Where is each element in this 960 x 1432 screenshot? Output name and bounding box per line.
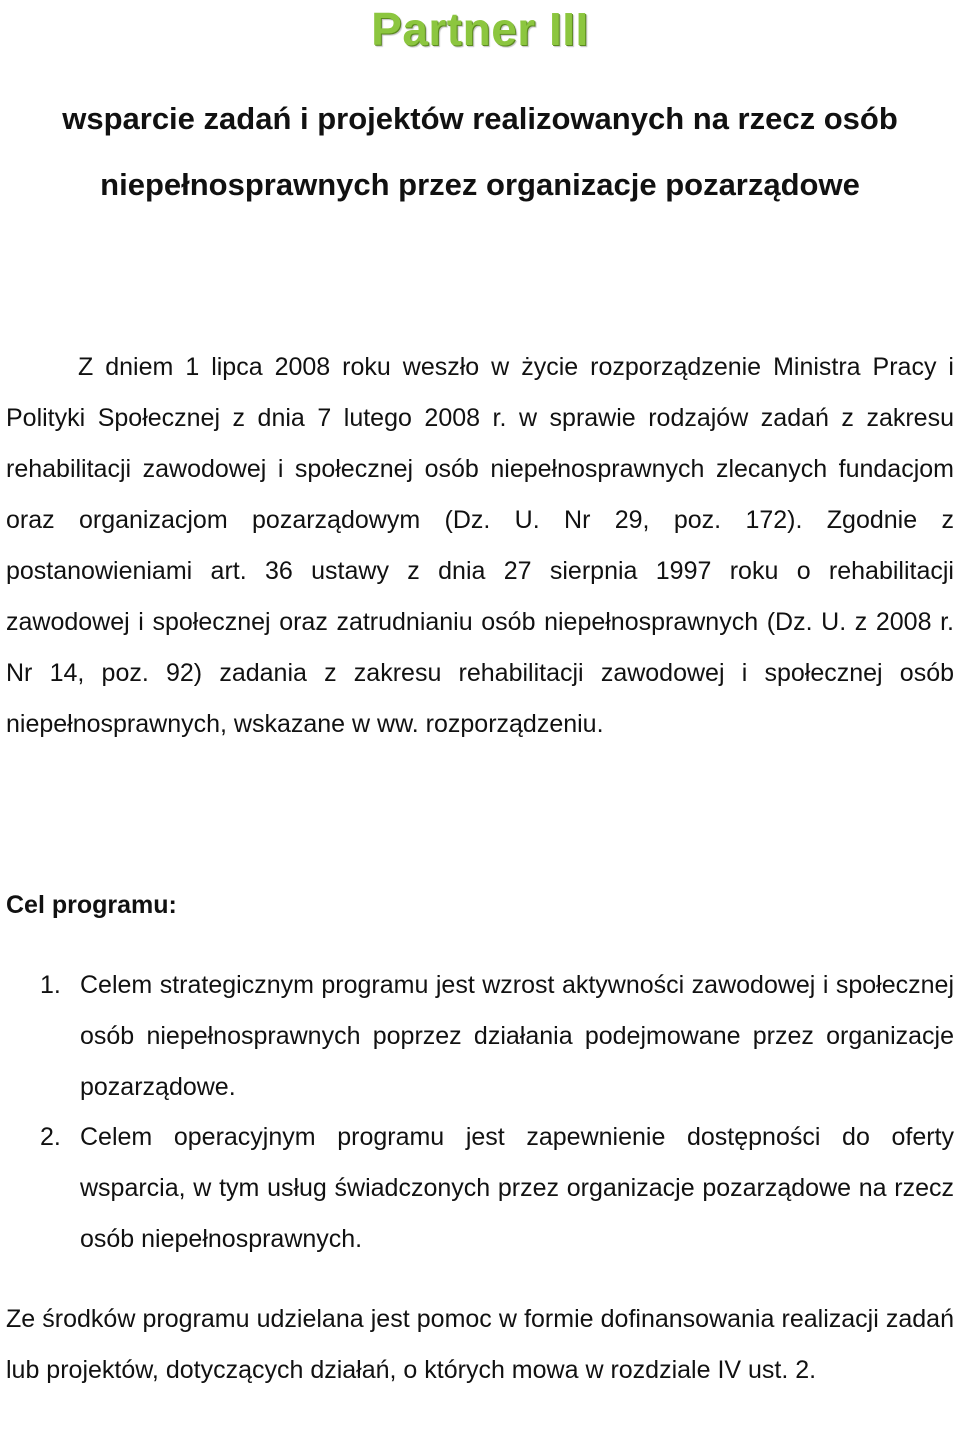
document-subtitle: wsparcie zadań i projektów realizowanych na rzecz osób niepełnosprawnych przez organizacje pozarządowe <box>62 101 898 202</box>
closing-paragraph: Ze środków programu udzielana jest pomoc w formie dofinansowania realizacji zadań lub projektów, dotyczących działań, o których mowa w rozdziale IV ust. 2. <box>6 1305 954 1384</box>
goal-text: Celem operacyjnym programu jest zapewnienie dostępności do oferty wsparcia, w tym usług świadczonych przez organizacje pozarządowe na rzecz osób niepełnosprawnych. <box>80 1123 954 1253</box>
intro-paragraph: Z dniem 1 lipca 2008 roku weszło w życie rozporządzenie Ministra Pracy i Polityki Społecznej z dnia 7 lutego 2008 r. w sprawie rodzajów zadań z zakresu rehabilitacji zawodowej i społecznej osób niepełnosprawnych zlecanych fundacjom oraz organizacjom pozarządowym (Dz. U. Nr 29, poz. 172). Zgodnie z postanowieniami art. 36 ustawy z dnia 27 sierpnia 1997 roku o rehabilitacji zawodowej i społecznej oraz zatrudnianiu osób niepełnosprawnych (Dz. U. z 2008 r. Nr 14, poz. 92) zadania z zakresu rehabilitacji zawodowej i społecznej osób niepełnosprawnych, wskazane w ww. rozporządzeniu. <box>6 353 954 738</box>
goal-text: Celem strategicznym programu jest wzrost aktywności zawodowej i społecznej osób niepełnosprawnych poprzez działania podejmowane przez organizacje pozarządowe. <box>80 971 954 1101</box>
goal-list-item <box>6 960 954 1113</box>
goal-list-item <box>6 1112 954 1265</box>
goal-number: 2. <box>40 1123 61 1151</box>
goal-number: 1. <box>40 971 61 999</box>
goals-heading: Cel programu: <box>6 891 177 919</box>
document-title: Partner III <box>371 3 589 55</box>
